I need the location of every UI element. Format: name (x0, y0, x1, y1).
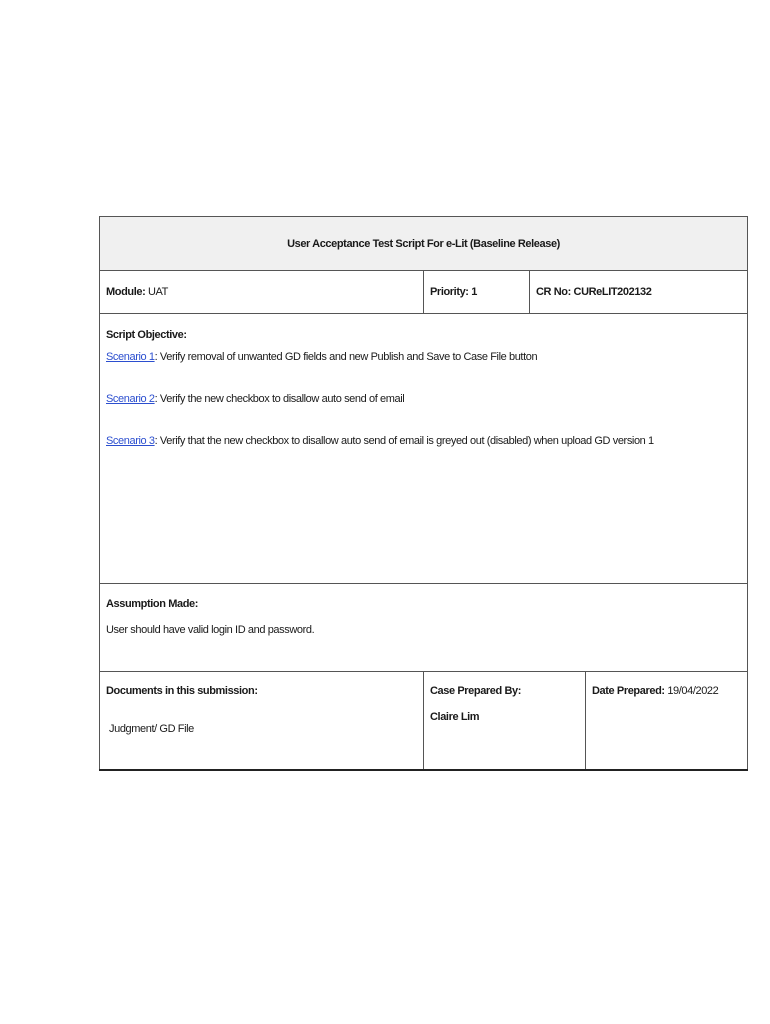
priority-cell (424, 271, 530, 314)
prepared-by-label: Case Prepared By: (430, 685, 522, 697)
priority-label: Priority: (430, 286, 469, 298)
documents-row (100, 672, 748, 771)
assumption-row (100, 584, 748, 672)
module-value: UAT (148, 286, 168, 298)
assumption-text: User should have valid login ID and password. (106, 624, 315, 636)
preparer-name: Claire Lim (430, 711, 480, 723)
scenario-1-link[interactable]: Scenario 1 (106, 351, 155, 363)
documents-cell (100, 672, 424, 771)
document-item: Judgment/ GD File (109, 723, 194, 735)
prepared-by-cell (424, 672, 586, 771)
date-prepared-value: 19/04/2022 (667, 685, 719, 697)
date-prepared-label: Date Prepared: (592, 685, 665, 697)
scenario-2-link[interactable]: Scenario 2 (106, 393, 155, 405)
priority-value: 1 (471, 286, 477, 298)
title-row (100, 217, 748, 271)
assumption-label: Assumption Made: (106, 598, 198, 610)
uat-script-table (99, 216, 748, 771)
cr-cell (530, 271, 748, 314)
module-label: Module: (106, 286, 146, 298)
assumption-cell (100, 584, 748, 672)
objective-label: Script Objective: (106, 329, 187, 341)
scenario-1 (106, 349, 741, 365)
scenario-3-text: : Verify that the new checkbox to disallow auto send of email is greyed out (disabled) when upload GD version 1 (154, 435, 654, 447)
scenario-3 (106, 433, 741, 449)
documents-label: Documents in this submission: (106, 685, 258, 697)
scenario-1-text: : Verify removal of unwanted GD fields and new Publish and Save to Case File button (154, 351, 538, 363)
cr-value: CUReLIT202132 (573, 286, 652, 298)
scenario-3-link[interactable]: Scenario 3 (106, 435, 155, 447)
module-cell (100, 271, 424, 314)
document-title: User Acceptance Test Script For e-Lit (Baseline Release) (100, 217, 748, 271)
objective-cell (100, 314, 748, 584)
scenario-2 (106, 391, 741, 407)
date-prepared-cell (586, 672, 748, 771)
objective-row (100, 314, 748, 584)
cr-label: CR No: (536, 286, 571, 298)
scenario-2-text: : Verify the new checkbox to disallow auto send of email (154, 393, 405, 405)
module-row (100, 271, 748, 314)
